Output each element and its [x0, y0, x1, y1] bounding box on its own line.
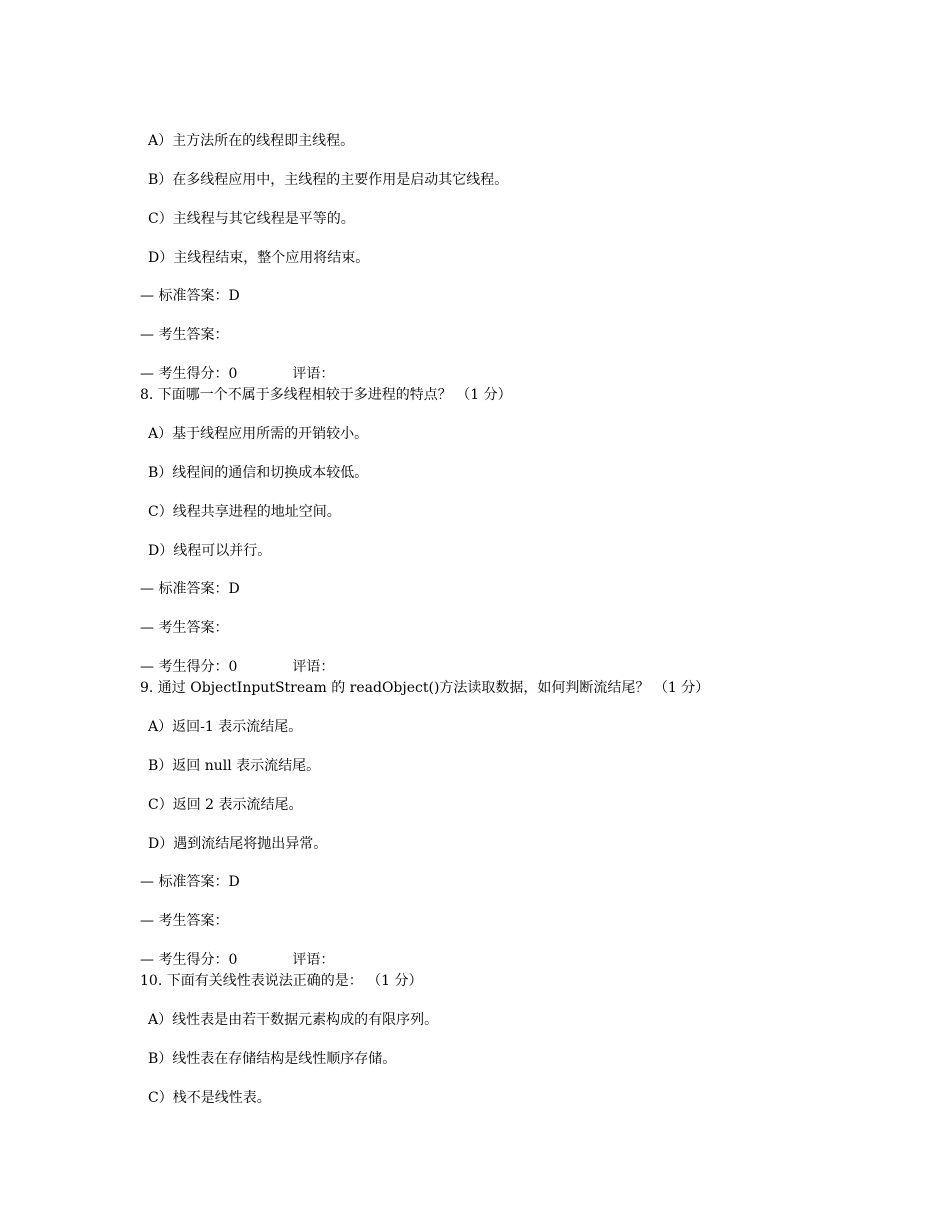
option-d: D）线程可以并行。 [148, 543, 272, 559]
option-d: D）主线程结束，整个应用将结束。 [148, 250, 370, 266]
standard-answer: — 标准答案：D [140, 288, 240, 304]
student-answer: — 考生答案： [140, 620, 229, 636]
question-title: 9. 通过 ObjectInputStream 的 readObject()方法读取数据，如何判断流结尾？ （1 分） [140, 680, 710, 696]
option-c: C）主线程与其它线程是平等的。 [148, 211, 355, 227]
score-row [140, 365, 334, 383]
option-b: B）线程间的通信和切换成本较低。 [148, 465, 369, 481]
student-answer: — 考生答案： [140, 913, 229, 929]
option-d: D）遇到流结尾将抛出异常。 [148, 836, 328, 852]
option-c: C）返回 2 表示流结尾。 [148, 797, 303, 813]
student-score: — 考生得分：0 [140, 659, 238, 675]
question-title: 10. 下面有关线性表说法正确的是： （1 分） [140, 973, 423, 989]
option-b: B）在多线程应用中，主线程的主要作用是启动其它线程。 [148, 172, 509, 188]
option-b: B）返回 null 表示流结尾。 [148, 758, 321, 774]
option-b: B）线性表在存储结构是线性顺序存储。 [148, 1051, 397, 1067]
comment-label: 评语： [292, 952, 335, 968]
score-row [140, 951, 334, 969]
comment-label: 评语： [292, 659, 335, 675]
student-score: — 考生得分：0 [140, 952, 238, 968]
option-c: C）栈不是线性表。 [148, 1090, 271, 1106]
standard-answer: — 标准答案：D [140, 874, 240, 890]
option-a: A）基于线程应用所需的开销较小。 [148, 426, 369, 442]
comment-label: 评语： [292, 366, 335, 382]
student-answer: — 考生答案： [140, 327, 229, 343]
standard-answer: — 标准答案：D [140, 581, 240, 597]
option-a: A）线性表是由若干数据元素构成的有限序列。 [148, 1012, 439, 1028]
option-c: C）线程共享进程的地址空间。 [148, 504, 341, 520]
option-a: A）主方法所在的线程即主线程。 [148, 133, 355, 149]
option-a: A）返回-1 表示流结尾。 [148, 719, 303, 735]
score-row [140, 658, 334, 676]
student-score: — 考生得分：0 [140, 366, 238, 382]
question-title: 8. 下面哪一个不属于多线程相较于多进程的特点？ （1 分） [140, 387, 512, 403]
